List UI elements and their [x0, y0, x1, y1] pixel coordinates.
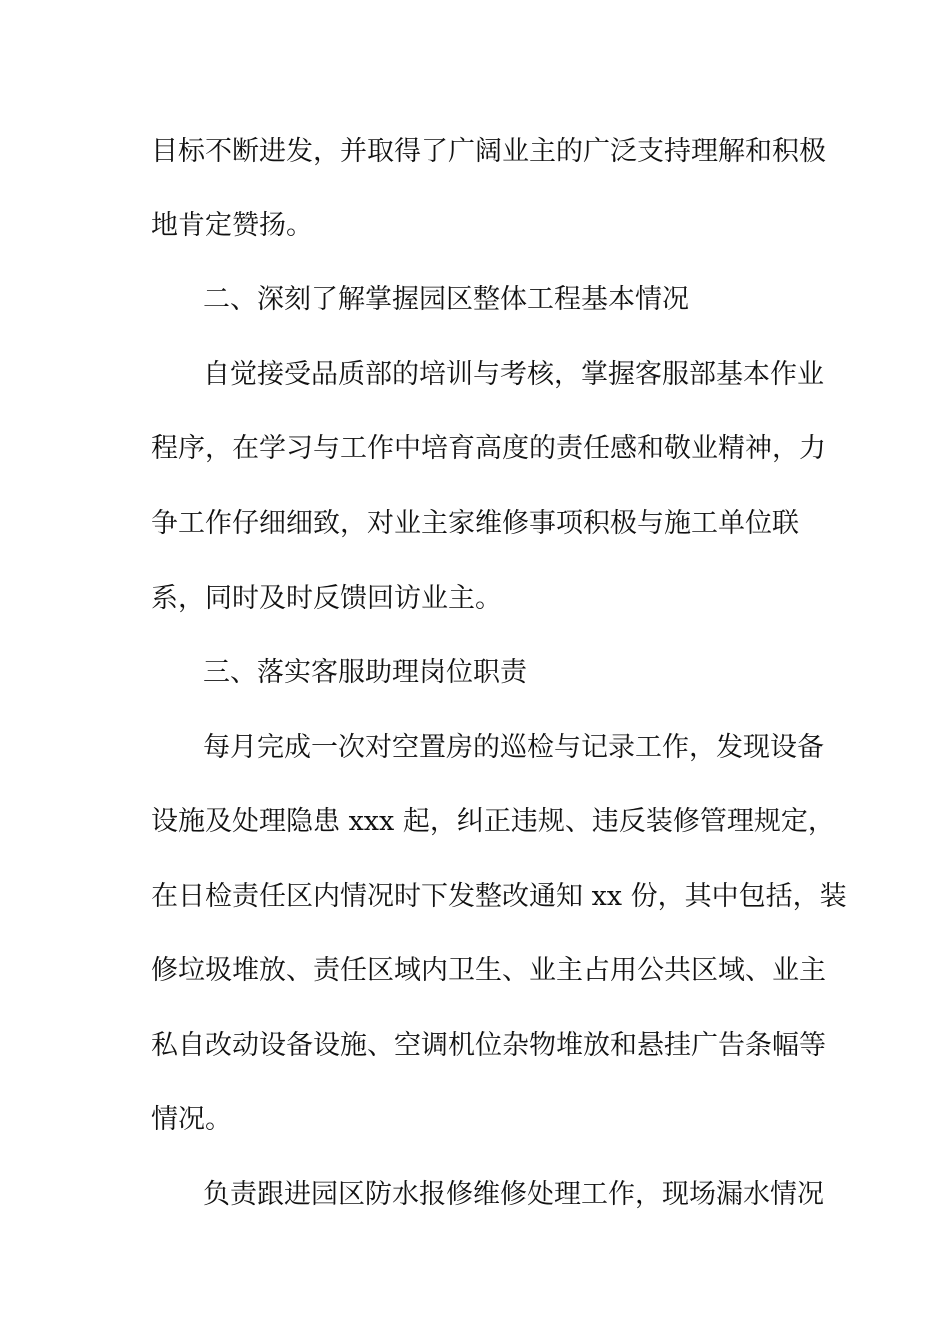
body-text-line: 争工作仔细细致，对业主家维修事项积极与施工单位联 [151, 508, 799, 539]
paragraph-first-line: 自觉接受品质部的培训与考核，掌握客服部基本作业 [203, 359, 824, 390]
body-text-line: 在日检责任区内情况时下发整改通知 xx 份，其中包括，装 [151, 881, 847, 912]
paragraph-first-line: 每月完成一次对空置房的巡检与记录工作，发现设备 [203, 732, 824, 763]
section-heading-3: 三、落实客服助理岗位职责 [203, 657, 527, 688]
paragraph-first-line: 负责跟进园区防水报修维修处理工作，现场漏水情况 [203, 1179, 824, 1210]
body-text-line: 情况。 [151, 1104, 232, 1135]
body-text-line: 设施及处理隐患 xxx 起，纠正违规、违反装修管理规定， [151, 806, 835, 837]
body-text-line: 私自改动设备设施、空调机位杂物堆放和悬挂广告条幅等 [151, 1030, 826, 1061]
body-text-line: 修垃圾堆放、责任区域内卫生、业主占用公共区域、业主 [151, 955, 826, 986]
body-text-line: 系，同时及时反馈回访业主。 [151, 583, 502, 614]
section-heading-2: 二、深刻了解掌握园区整体工程基本情况 [203, 284, 689, 315]
body-text-line: 程序，在学习与工作中培育高度的责任感和敬业精神，力 [151, 433, 826, 464]
body-text-line: 地肯定赞扬。 [151, 210, 313, 241]
body-text-line: 目标不断进发，并取得了广阔业主的广泛支持理解和积极 [151, 136, 826, 167]
